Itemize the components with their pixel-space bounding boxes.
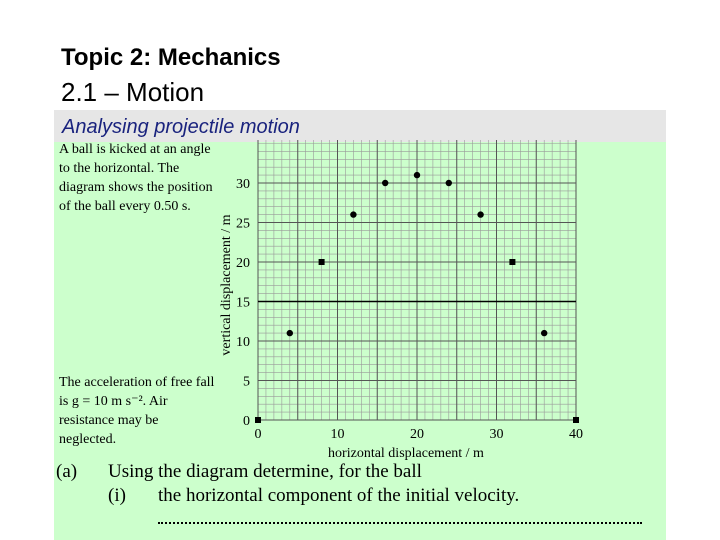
data-point [319, 259, 325, 265]
data-point [382, 180, 388, 186]
slide-subtitle: 2.1 – Motion [61, 77, 205, 107]
slide-title: Topic 2: Mechanics [61, 44, 281, 71]
x-tick-label: 40 [569, 427, 583, 442]
y-tick-label: 25 [236, 216, 250, 232]
y-tick-label: 30 [236, 177, 250, 192]
x-tick-label: 10 [330, 427, 345, 442]
data-point [509, 259, 515, 265]
question-part-i-text: the horizontal component of the initial velocity. [158, 485, 520, 506]
data-point [287, 330, 293, 336]
question-part-i-label: (i) [108, 485, 126, 506]
data-point [477, 211, 483, 217]
data-point [541, 330, 547, 336]
data-point [446, 180, 452, 186]
x-tick-label: 0 [254, 427, 262, 442]
y-axis-label: vertical displacement / m [219, 214, 234, 356]
x-axis-label: horizontal displacement / m [328, 446, 484, 461]
y-tick-label: 5 [243, 374, 250, 390]
data-point [350, 211, 356, 217]
x-tick-label: 30 [489, 427, 504, 442]
answer-line[interactable] [158, 522, 642, 524]
problem-note: The acceleration of free fall is g = 10 m s⁻². Air resistance may be neglected. [59, 375, 215, 447]
data-point [573, 417, 579, 423]
problem-intro: A ball is kicked at an angle to the horizontal. The diagram shows the position of the ball every 0.50 s. [59, 142, 213, 214]
question-part-a-label: (a) [56, 461, 78, 482]
data-point [414, 172, 420, 178]
y-tick-label: 10 [236, 335, 250, 350]
data-point [255, 417, 261, 423]
x-tick-label: 20 [410, 427, 424, 442]
y-tick-label: 20 [236, 256, 250, 271]
section-heading: Analysing projectile motion [62, 116, 300, 138]
y-tick-label: 15 [236, 295, 250, 311]
y-tick-label: 0 [243, 414, 250, 429]
question-part-a-text: Using the diagram determine, for the ball [108, 461, 422, 482]
